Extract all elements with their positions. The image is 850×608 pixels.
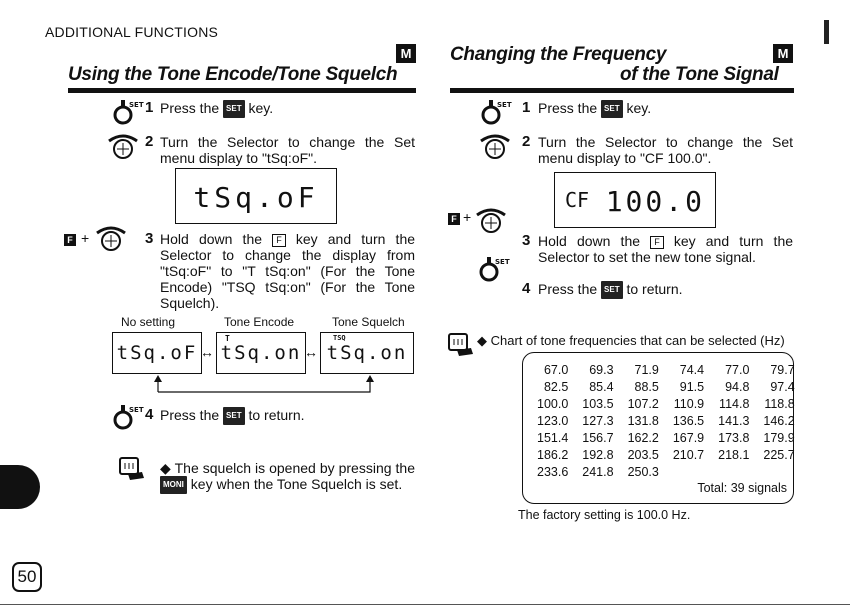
frequency-cell: 74.4 xyxy=(679,362,705,377)
frequency-cell: 97.4 xyxy=(770,379,795,394)
frequency-cell: 146.2 xyxy=(763,413,795,428)
frequency-cell: 127.3 xyxy=(582,413,614,428)
left-step3-text: Hold down the F key and turn the Selector to change the display from "tSq:oF" to "T tSq:on" (For the Tone Encode) "TSQ tSq:on" (For the Tone Squelch). xyxy=(160,231,416,311)
frequency-cell: 151.4 xyxy=(537,430,569,445)
lcd-mode-no-setting: tSq.oF xyxy=(112,332,202,374)
left-title-rule xyxy=(68,88,416,93)
frequency-cell xyxy=(665,463,710,480)
frequency-cell: 156.7 xyxy=(582,430,614,445)
f-key-icon: F xyxy=(448,213,460,225)
f-key-inline: F xyxy=(650,236,664,249)
frequency-cell xyxy=(755,463,800,480)
right-step4-text: Press the SET to return. xyxy=(538,281,683,299)
frequency-cell: 218.1 xyxy=(718,447,750,462)
left-step2-number: 2 xyxy=(145,133,154,150)
frequency-cell: 110.9 xyxy=(673,396,705,411)
mode-label-no-setting: No setting xyxy=(121,315,176,329)
page-number: 50 xyxy=(12,562,42,592)
frequency-cell: 233.6 xyxy=(537,464,569,479)
frequency-table xyxy=(529,361,801,480)
right-title-line2: of the Tone Signal xyxy=(620,64,779,85)
frequency-cell: 103.5 xyxy=(582,396,614,411)
table-row xyxy=(529,395,801,412)
selector-knob-icon xyxy=(478,132,512,160)
frequency-cell: 179.9 xyxy=(763,430,795,445)
table-row xyxy=(529,429,801,446)
selector-knob-icon xyxy=(474,206,508,234)
table-row xyxy=(529,361,801,378)
frequency-cell: 67.0 xyxy=(543,362,569,377)
right-step2-text: Turn the Selector to change the Set menu display to "CF 100.0". xyxy=(538,134,793,166)
svg-text:SET: SET xyxy=(495,258,510,266)
frequency-cell: 192.8 xyxy=(582,447,614,462)
table-row xyxy=(529,412,801,429)
frequency-cell: 107.2 xyxy=(627,396,659,411)
set-dial-icon xyxy=(480,97,510,125)
frequency-cell: 241.8 xyxy=(582,464,614,479)
table-row xyxy=(529,463,801,480)
frequency-cell: 136.5 xyxy=(672,413,705,428)
total-signals: Total: 39 signals xyxy=(697,481,787,495)
f-key-icon: F xyxy=(64,234,76,246)
frequency-cell: 141.3 xyxy=(718,413,750,428)
left-step2-text: Turn the Selector to change the Set menu display to "tSq:oF". xyxy=(160,134,415,166)
selector-knob-icon xyxy=(94,224,128,252)
set-dial-icon xyxy=(478,254,508,282)
set-key-icon: SET xyxy=(223,100,245,118)
left-title: Using the Tone Encode/Tone Squelch xyxy=(68,64,398,85)
frequency-cell: 114.8 xyxy=(719,396,750,411)
right-title-rule xyxy=(450,88,794,93)
set-key-icon: SET xyxy=(601,100,623,118)
set-dial-icon xyxy=(112,402,142,430)
frequency-cell: 131.8 xyxy=(627,413,659,428)
frequency-cell: 167.9 xyxy=(672,430,705,445)
selector-knob-icon xyxy=(106,132,140,160)
note-hand-icon xyxy=(118,456,146,482)
frequency-cell: 186.2 xyxy=(537,447,569,462)
section-label: ADDITIONAL FUNCTIONS xyxy=(45,24,219,40)
thumb-index-tab xyxy=(0,465,40,509)
left-step3-number: 3 xyxy=(145,230,154,247)
frequency-cell: 173.8 xyxy=(718,430,750,445)
f-key-inline: F xyxy=(272,234,286,247)
lcd-mode-tone-encode: T tSq.on xyxy=(216,332,306,374)
left-step4-text: Press the SET to return. xyxy=(160,407,305,425)
lcd-display-frequency: CF 100.0 xyxy=(554,172,716,228)
right-step1-text: Press the SET key. xyxy=(538,100,651,118)
frequency-cell: 225.7 xyxy=(763,447,795,462)
right-title-line1: Changing the Frequency xyxy=(450,44,667,65)
left-note-text: ◆ The squelch is opened by pressing the MONI key when the Tone Squelch is set. xyxy=(160,460,415,494)
set-dial-icon xyxy=(112,97,142,125)
frequency-cell: 85.4 xyxy=(589,379,614,394)
right-step2-number: 2 xyxy=(522,133,531,150)
chart-intro-text: ◆ Chart of tone frequencies that can be selected (Hz) xyxy=(477,333,785,348)
page-bottom-edge xyxy=(0,604,850,605)
frequency-cell: 88.5 xyxy=(634,379,659,394)
frequency-cell: 250.3 xyxy=(627,464,659,479)
page-edge-mark xyxy=(824,20,829,44)
lcd-mode-tone-squelch: TSQ tSq.on xyxy=(320,332,414,374)
svg-text:SET: SET xyxy=(497,101,512,109)
right-step1-number: 1 xyxy=(522,99,531,116)
frequency-cell: 69.3 xyxy=(589,362,614,377)
svg-text:SET: SET xyxy=(129,101,144,109)
frequency-cell: 91.5 xyxy=(679,379,705,394)
table-row xyxy=(529,378,801,395)
plus-sign: + xyxy=(81,230,90,246)
mode-arrow: ↔ xyxy=(304,344,318,360)
frequency-table-box xyxy=(522,352,794,504)
table-row xyxy=(529,446,801,463)
right-step4-number: 4 xyxy=(522,280,531,297)
frequency-cell: 210.7 xyxy=(672,447,705,462)
frequency-cell: 118.8 xyxy=(764,396,795,411)
lcd-display-main: tSq.oF xyxy=(175,168,337,224)
memo-icon: M xyxy=(396,44,416,63)
left-step1-text: Press the SET key. xyxy=(160,100,273,118)
plus-sign: + xyxy=(463,209,472,225)
mode-label-tone-squelch: Tone Squelch xyxy=(332,315,405,329)
right-step3-number: 3 xyxy=(522,232,531,249)
frequency-cell: 123.0 xyxy=(537,413,569,428)
set-key-icon: SET xyxy=(223,407,245,425)
set-key-icon: SET xyxy=(601,281,623,299)
frequency-cell: 94.8 xyxy=(725,379,750,394)
left-step1-number: 1 xyxy=(145,99,154,116)
mode-label-tone-encode: Tone Encode xyxy=(224,315,295,329)
frequency-cell: 82.5 xyxy=(543,379,569,394)
cycle-arrow xyxy=(150,372,380,396)
right-step3-text: Hold down the F key and turn the Selector to set the new tone signal. xyxy=(538,233,794,265)
mode-arrow: ↔ xyxy=(200,344,214,360)
memo-icon: M xyxy=(773,44,793,63)
left-step4-number: 4 xyxy=(145,406,154,423)
frequency-cell: 100.0 xyxy=(537,396,569,411)
frequency-cell xyxy=(710,463,755,480)
frequency-cell: 162.2 xyxy=(627,430,659,445)
frequency-cell: 71.9 xyxy=(634,362,659,377)
moni-key-icon: MONI xyxy=(160,476,187,494)
frequency-cell: 77.0 xyxy=(725,362,750,377)
svg-text:SET: SET xyxy=(129,406,144,414)
factory-setting-note: The factory setting is 100.0 Hz. xyxy=(518,508,691,522)
note-hand-icon xyxy=(447,332,475,358)
frequency-cell: 79.7 xyxy=(770,362,795,377)
frequency-cell: 203.5 xyxy=(627,447,659,462)
